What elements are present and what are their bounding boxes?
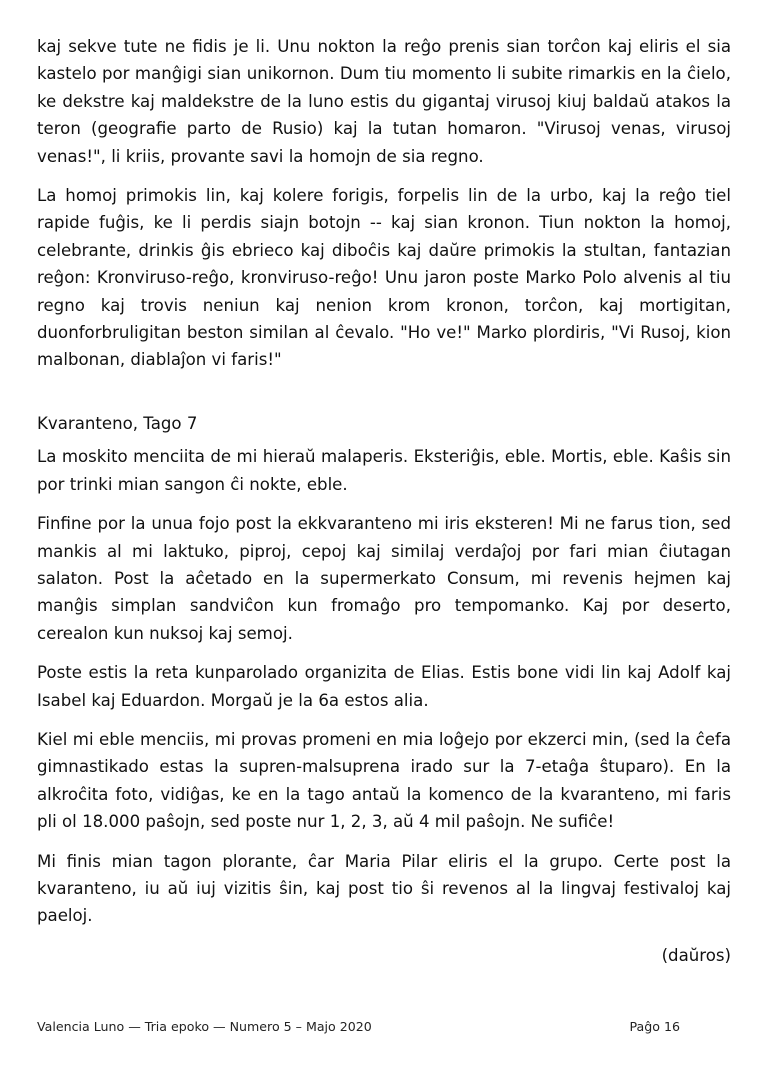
paragraph-mosquito: La moskito menciita de mi hieraŭ malaperis. Eksteriĝis, eble. Mortis, eble. Kaŝis sin por trinki mian sangon ĉi nokte, eble. [37,447,731,494]
footer-page-number: Paĝo 16 [629,1019,680,1034]
continued-note: (daŭros) [661,945,731,965]
paragraph-went-outside: Finfine por la unua fojo post la ekkvaranteno mi iris eksteren! Mi ne farus tion, sed mankis al mi laktuko, piproj, cepoj kaj similaj verdaĵoj por fari mian ĉiutagan salaton. Post la aĉetado en la supermerkato Consum, mi revenis hejmen kaj manĝis simplan sandviĉon kun fromaĝo pro tempomanko. Kaj por deserto, cerealon kun nuksoj kaj semoj. [37,514,731,643]
section-heading: Kvaranteno, Tago 7 [37,413,198,433]
paragraph-end-of-day: Mi finis mian tagon plorante, ĉar Maria Pilar eliris el la grupo. Certe post la kvaranteno, iu aŭ iuj vizitis ŝin, kaj post tio ŝi revenos al la lingvaj festivaloj kaj paeloj. [37,851,731,926]
footer-publication: Valencia Luno — Tria epoko — Numero 5 – Majo 2020 [37,1019,372,1034]
document-page [37,33,731,969]
paragraph-king-story: kaj sekve tute ne fidis je li. Unu nokton la reĝo prenis sian torĉon kaj eliris el sia kastelo por manĝigi sian unikornon. Dum tiu momento li subite rimarkis en la ĉielo, ke dekstre kaj maldekstre de la luno estis du gigantaj virusoj kiuj baldaŭ atakos la teron (geografie parto de Rusio) kaj la tutan homaron. "Virusoj venas, virusoj venas!", li kriis, provante savi la homojn de sia regno. [37,37,731,166]
paragraph-walking: Kiel mi eble menciis, mi provas promeni en mia loĝejo por ekzerci min, (sed la ĉefa gimnastikado estas la supren-malsuprena irado sur la 7-etaĝa ŝtuparo). En la alkroĉita foto, vidiĝas, ke en la tago antaŭ la komenco de la kvaranteno, mi faris pli ol 18.000 paŝojn, sed poste nur 1, 2, 3, aŭ 4 mil paŝojn. Ne sufiĉe! [37,729,731,832]
paragraph-king-fled: La homoj primokis lin, kaj kolere forigis, forpelis lin de la urbo, kaj la reĝo tiel rapide fuĝis, ke li perdis siajn botojn -- kaj sian kronon. Tiun nokton la homoj, celebrante, drinkis ĝis ebrieco kaj diboĉis kaj daŭre primokis la stultan, fantazian reĝon: Kronviruso-reĝo, kronviruso-reĝo! Unu jaron poste Marko Polo alvenis al tiu regno kaj trovis neniun kaj nenion krom kronon, torĉon, kaj mortigitan, duonforbruligitan beston similan al ĉevalo. "Ho ve!" Marko plordiris, "Vi Rusoj, kion malbonan, diablaĵon vi faris!" [37,186,731,370]
page-footer [37,1019,680,1035]
paragraph-online-meeting: Poste estis la reta kunparolado organizita de Elias. Estis bone vidi lin kaj Adolf kaj Isabel kaj Eduardon. Morgaŭ je la 6a estos alia. [37,663,731,710]
